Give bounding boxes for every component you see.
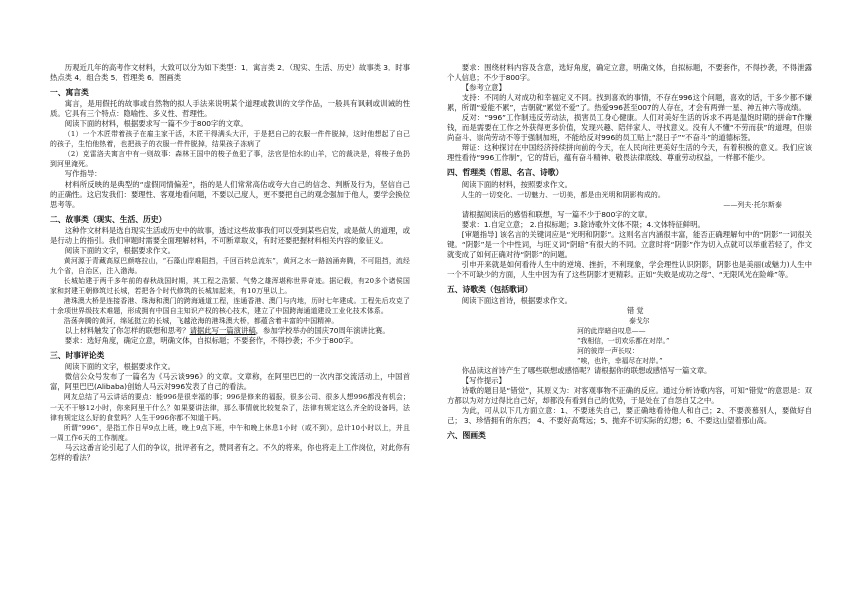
poem-line: 河的彼岸一声长叹： xyxy=(577,347,639,356)
paragraph: 微信公众号发布了一篇名为《马云谈996》的文章。文章称，在阿里巴巴的一次内部交流活动上，中国首富，阿里巴巴(Alibaba)创始人马云对996发表了自己的看法。 xyxy=(50,372,410,392)
left-column xyxy=(50,63,410,463)
paragraph: 以上材料触发了你怎样的联想和思考？请据此写一篇演讲稿，参加学校举办的国庆70周年演讲比赛。 xyxy=(64,326,390,336)
poem-line: “唉，也许，幸福尽在对岸。” xyxy=(577,357,663,366)
paragraph: [审题指导] 该名言的关键词应是“光明和阴影”。这则名言内涵很丰富，能否正确理解句中的“阴影”一词很关键。“阴影”是一个中性词，与旺义词“阴暗”有很大的不同。立意时将“阴影”作为切入点就可以举重若轻了，作文就变成了如何正确对待“阴影”的问题。 xyxy=(447,229,812,259)
paragraph: 阅读下面的材料，按照要求作文。 xyxy=(461,179,572,189)
quote: 人生的一切变化、一切魅力、一切美，都是由光明和阴影构成的。 xyxy=(460,190,665,199)
section-heading-poetry: 五、诗歌类（包括歌词） xyxy=(447,284,533,294)
paragraph: 阅读下面这首诗，根据要求作文。 xyxy=(461,296,572,306)
paragraph: 为此，可从以下几方面立意：1、不要迷失自己，要正确地看待他人和自己；2、不要羡慕别人，要做好自己； 3、珍惜拥有的东西； 4、不要好高骛远；5、抛弃不切实际的幻想；6、不要这山望着那山高。 xyxy=(447,406,812,426)
paragraph: 要求：选好角度，确定立意，明确文体，自拟标题；不要套作，不得抄袭；不少于800字。 xyxy=(64,336,358,346)
right-column xyxy=(447,63,812,442)
material-paragraph: 港珠澳大桥是连接香港、珠海和澳门的跨海通道工程，连通香港、澳门与内地，历时七年建成。工程先后攻克了十余项世界级技术难题，形成拥有中国自主知识产权的核心技术，建立了中国跨海通道建设工业化技术体系。 xyxy=(50,297,410,316)
paragraph: 请根据阅读后的感悟和联想，写一篇不少于800字的文章。 xyxy=(461,209,652,219)
paragraph: 马云这番言论引起了人们的争议，批评者有之，赞同者有之。不久的将来，你也将走上工作岗位，对此你有怎样的看法？ xyxy=(50,442,410,462)
section-heading-story: 二、故事类（现实、生活、历史） xyxy=(50,214,167,224)
poem xyxy=(447,306,812,366)
material-paragraph: 长城始建于两千多年前的春秋战国时期，其工程之浩繁、气势之雄浑堪称世界奇迹。据记载，有20多个诸侯国家和封建王朝修筑过长城，若把各个时代修筑的长城加起来，有10万里以上。 xyxy=(50,276,410,295)
section-heading-picture: 六、图画类 xyxy=(447,431,486,441)
paragraph: 阅读下面的文字，根据要求作文。 xyxy=(64,362,175,372)
poem-title: 错 觉 xyxy=(627,306,644,316)
material-paragraph: 浩荡奔腾的黄河，绵延挺立的长城，飞越沧海的港珠澳大桥，都蕴含着丰富的中国精神。 xyxy=(63,317,339,326)
paragraph: 引申开来就是如何看待人生中的逆境、挫折，不利现象，学会理性认识阴影，阴影也是美丽(或魅力)人生中一个不可缺少的方面，人生中因为有了这些阴影才更精彩。正如“失败是成功之母”、“无限风光在险峰”等。 xyxy=(447,259,812,279)
intro-paragraph: 历观近几年的高考作文材料，大致可以分为如下类型：1．寓言类 2．（现实、生活、历史）故事类 3．时事热点类 4．组合类 5．哲理类 6．图画类 xyxy=(50,63,410,83)
paragraph: 阅读下面的材料，根据要求写一篇不少于800字的文章。 xyxy=(64,119,248,129)
paragraph: 这种作文材料是选自现实生活或历史中的故事，透过这些故事我们可以受到某些启发，或是做人的道理，或是行动上的指引。我们审题时需要全面理解材料，不可断章取义，有时还要把握材料相关内容的象征义。 xyxy=(50,225,410,245)
section-heading-current-events: 三、时事评论类 xyxy=(50,351,105,361)
material-paragraph: （1）一个木匠带着孩子在雇主家干活，木匠干得满头大汗，于是把自己的衣服一件件脱掉，这时他想起了自己的孩子，生怕他热着，也把孩子的衣服一件件脱掉，结果孩子冻病了 xyxy=(50,130,410,149)
poem-line: “我相信，一切欢乐都在对岸。” xyxy=(577,337,670,346)
underlined-task: 请据此写一篇演讲稿 xyxy=(189,326,256,336)
section-heading-philosophy: 四、哲理类（哲思、名言、诗歌） xyxy=(447,168,564,178)
paragraph: 要求：围绕材料内容及含意，选好角度，确定立意，明确文体，自拟标题，不要套作，不得抄袭，不得泄露个人信息；不少于800字。 xyxy=(447,63,812,83)
reference-label: 【参考立意】 xyxy=(461,83,506,93)
paragraph: 寓言，是用假托的故事或自然物的拟人手法来说明某个道理或教训的文学作品，一般具有讽刺或训诫的性质。它具有三个特点：隐喻性、多义性、哲理性。 xyxy=(50,99,410,119)
paragraph: 反对：“996”工作制违反劳动法，损害员工身心健康。人们对美好生活的诉求不再是温饱时期的拼命T作赚钱，而是需要在工作之外获得更多价值，发现兴趣、陪伴家人、寻找意义。没有人不懂“不劳而获”的道理，但崇尚奋斗、崇尚劳动不等于强制加班，不能给反对996的员工贴上“混日子”“不奋斗”的道德标签。 xyxy=(447,113,812,143)
material-paragraph: 网友总结了马云讲话的要点：能996是很幸福的事；996是修来的福报，很多公司、很多人想996都没有机会；一天不干够12小时，你来阿里干什么？如果要讲法律，那么事情就比较复杂了，法律有规定这么齐全的设备吗，法律有规定这么好的食堂吗？人生干996你都不知道干吗。 xyxy=(50,393,410,422)
paragraph: 支持：不同的人对成功和幸福定义不同。找到喜欢的事情，不存在996这个问题，喜欢的话，干多少都不嫌累，所谓“爱能不累”，吉朝就“累觉不爱”了。热爱996甚至007的人存在，才会有两弹一星、神五神六等成绩。 xyxy=(447,93,812,113)
paragraph: 诗歌的题目是“错觉”，其原义为：对客观事物不正确的反应。通过分析诗歌内容，可知“错觉”的意思是：双方都以为对方过得比自己好，却都没有看到自己的优势，于是处在了自怨自艾之中。 xyxy=(447,386,812,406)
material-paragraph: （2）克雷洛夫寓言中有一则故事：森林王国中的梭子鱼犯了事，法官是怕水的山羊，它的裁决是，将梭子鱼扔到河里淹死。 xyxy=(50,150,410,169)
paragraph: 写作指导： xyxy=(64,169,102,179)
quote-author: ——列夫·托尔斯泰 xyxy=(723,200,782,209)
poem-line: 河的此岸暗自叹息—— xyxy=(577,327,646,336)
section-heading-fable: 一、寓言类 xyxy=(50,88,89,98)
poem-author: 泰戈尔 xyxy=(629,317,650,326)
hint-label: 【写作提示】 xyxy=(461,376,506,386)
paragraph: 辩证：这种探讨在中国经济持续拼向前的今天，在人民向往更美好生活的今天，有着积极的意义。我们应该理性看待“996工作制”，它的背后，蕴有奋斗精神、敬畏法律底线、尊重劳动权益，一样都不能少。 xyxy=(447,143,812,163)
material-paragraph: 所谓“996”，是指工作日早9点上班，晚上9点下班，中午和晚上休息1小时（或不到），总计10小时以上，并且一周工作6天的工作制度。 xyxy=(50,423,410,442)
paragraph: 阅读下面的文字，根据要求作文。 xyxy=(64,245,175,255)
paragraph: 要求：1.自定立意； 2.自拟标题；3.除诗歌外文体不限；4.文体特征鲜明。 xyxy=(461,219,705,229)
material-paragraph: 黄河源于青藏高原巴颜喀拉山，“石藻山岸难阻挡，千回百转总流东”，黄河之水一路汹涌奔腾，不可阻挡，流经九个省，自治区，注入渤海。 xyxy=(50,256,410,275)
paragraph: 你品读这首诗产生了哪些联想或感悟呢？请根据你的联想或感悟写一篇文章。 xyxy=(461,366,712,376)
paragraph: 材料所反映的是典型的“虚假同情偏差”，指的是人们常常高估或夸大自己的信念、判断及行为，坚信自己的正确性。这启发我们：要理性、客观地看问题，不要以己度人，更不要把自己的观念强加于他人，要学会换位思考等。 xyxy=(50,179,410,209)
